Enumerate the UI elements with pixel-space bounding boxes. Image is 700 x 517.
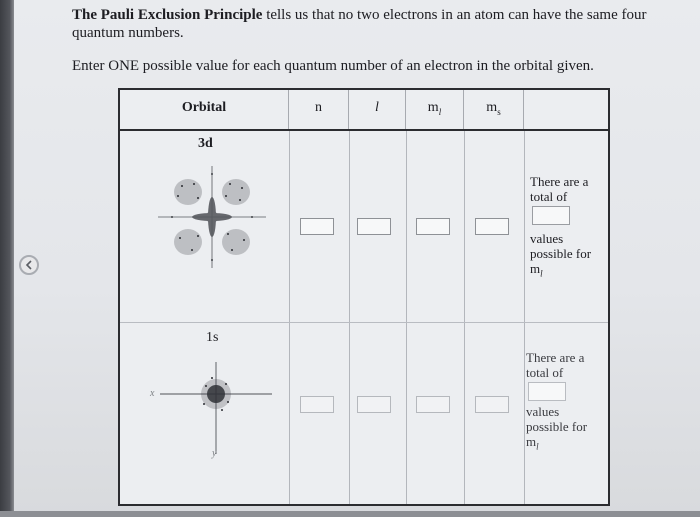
ml-count-outro-1s xyxy=(526,404,590,455)
quantum-number-table xyxy=(118,88,610,506)
ml-input-3d[interactable] xyxy=(416,218,450,235)
ms-input-1s[interactable] xyxy=(475,396,509,413)
header-ml-sub: l xyxy=(438,106,442,117)
back-button[interactable] xyxy=(19,255,39,275)
screen-edge xyxy=(0,511,700,517)
header-ms-sub: s xyxy=(497,106,501,117)
ml-count-intro-1s: There are a total of xyxy=(526,350,585,380)
d-orbital-diagram xyxy=(152,162,272,272)
x-axis-label: x xyxy=(150,388,155,399)
column-divider xyxy=(349,131,350,504)
l-input-1s[interactable] xyxy=(357,396,391,413)
ml-count-input-1s[interactable] xyxy=(528,382,566,401)
y-axis-label: y xyxy=(212,448,217,459)
header-ms xyxy=(464,90,524,129)
ml-count-outro-text-3d: values possible for m xyxy=(530,231,592,276)
n-input-3d[interactable] xyxy=(300,218,334,235)
s-orbital-diagram xyxy=(146,356,276,466)
ml-count-intro-3d: There are a total of xyxy=(530,174,589,204)
column-divider xyxy=(289,131,290,504)
column-divider xyxy=(406,131,407,504)
n-input-1s[interactable] xyxy=(300,396,334,413)
ms-input-3d[interactable] xyxy=(475,218,509,235)
header-l: l xyxy=(349,90,406,129)
l-input-3d[interactable] xyxy=(357,218,391,235)
header-ml-m: m xyxy=(427,100,439,115)
header-ms-m: m xyxy=(486,100,498,115)
ml-input-1s[interactable] xyxy=(416,396,450,413)
table-header xyxy=(120,90,608,131)
orbital-label-3d: 3d xyxy=(198,136,213,151)
screen-bezel xyxy=(0,0,14,517)
chevron-left-icon xyxy=(24,260,34,270)
row-divider xyxy=(120,322,608,323)
header-orbital: Orbital xyxy=(120,90,289,129)
instruction-text: Enter ONE possible value for each quantum number of an electron in the orbital given. xyxy=(72,58,594,74)
column-divider xyxy=(464,131,465,504)
column-divider xyxy=(524,131,525,504)
intro-rest: tells us that no two electrons in an atom can have the same four quantum numbers. xyxy=(72,7,647,41)
intro-text xyxy=(72,6,662,42)
ml-count-outro-sub-1s: l xyxy=(536,441,539,452)
orbital-label-1s: 1s xyxy=(206,330,219,345)
header-n: n xyxy=(289,90,349,129)
ml-count-outro-3d xyxy=(530,231,594,282)
principle-name: The Pauli Exclusion Principle xyxy=(72,7,263,23)
ml-count-input-3d[interactable] xyxy=(532,206,570,225)
header-ml xyxy=(406,90,464,129)
ml-count-outro-sub-3d: l xyxy=(540,268,543,279)
ml-count-outro-text-1s: values possible for m xyxy=(526,404,588,449)
